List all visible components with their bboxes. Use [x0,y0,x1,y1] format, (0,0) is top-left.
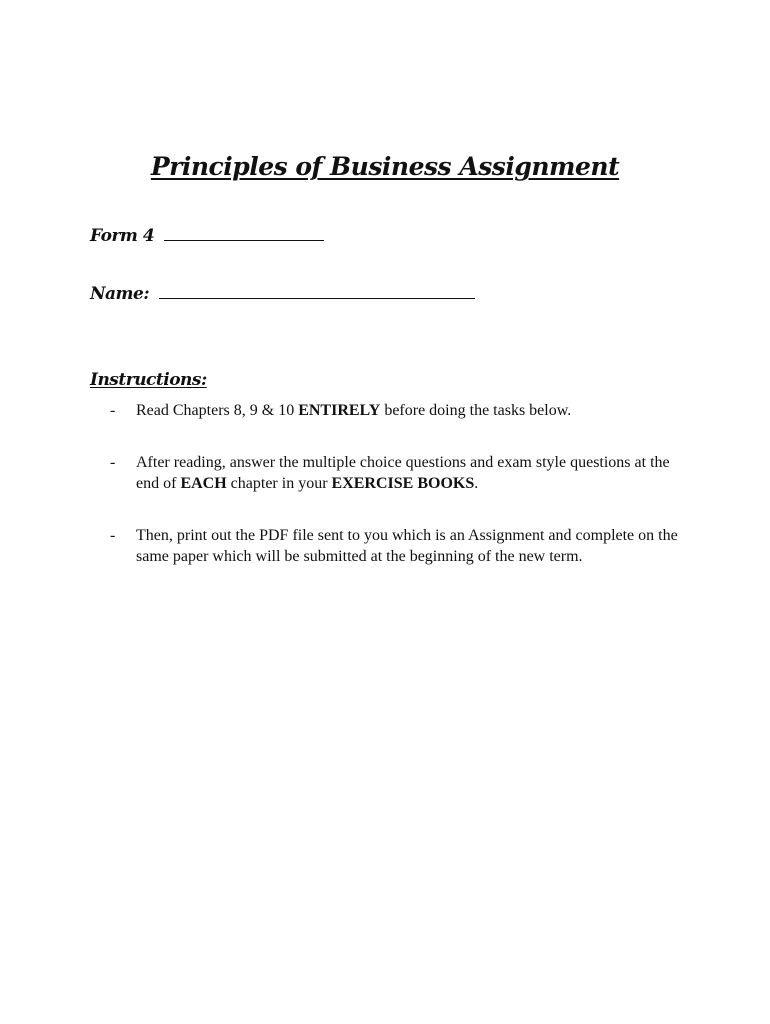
bullet-dash: - [110,402,116,419]
name-blank-line [159,284,475,299]
bullet-dash: - [110,454,116,471]
instructions-heading: Instructions: [90,370,207,390]
instruction-item [110,452,690,494]
instruction-text: After reading, answer the multiple choice questions and exam style questions at the end of EACH chapter in your EXERCISE BOOKS. [136,454,670,492]
form-label: Form 4 [90,226,155,246]
bullet-dash: - [110,527,116,544]
instruction-text: Then, print out the PDF file sent to you which is an Assignment and complete on the same paper which will be submitted at the beginning of the new term. [136,527,678,565]
name-field [90,284,475,304]
form-field [90,226,324,246]
instruction-item [110,525,690,567]
form-blank-line [164,226,324,241]
instruction-item [110,400,690,421]
document-title: Principles of Business Assignment [150,152,620,181]
name-label: Name: [90,284,150,304]
instruction-text: Read Chapters 8, 9 & 10 ENTIRELY before doing the tasks below. [136,402,572,419]
